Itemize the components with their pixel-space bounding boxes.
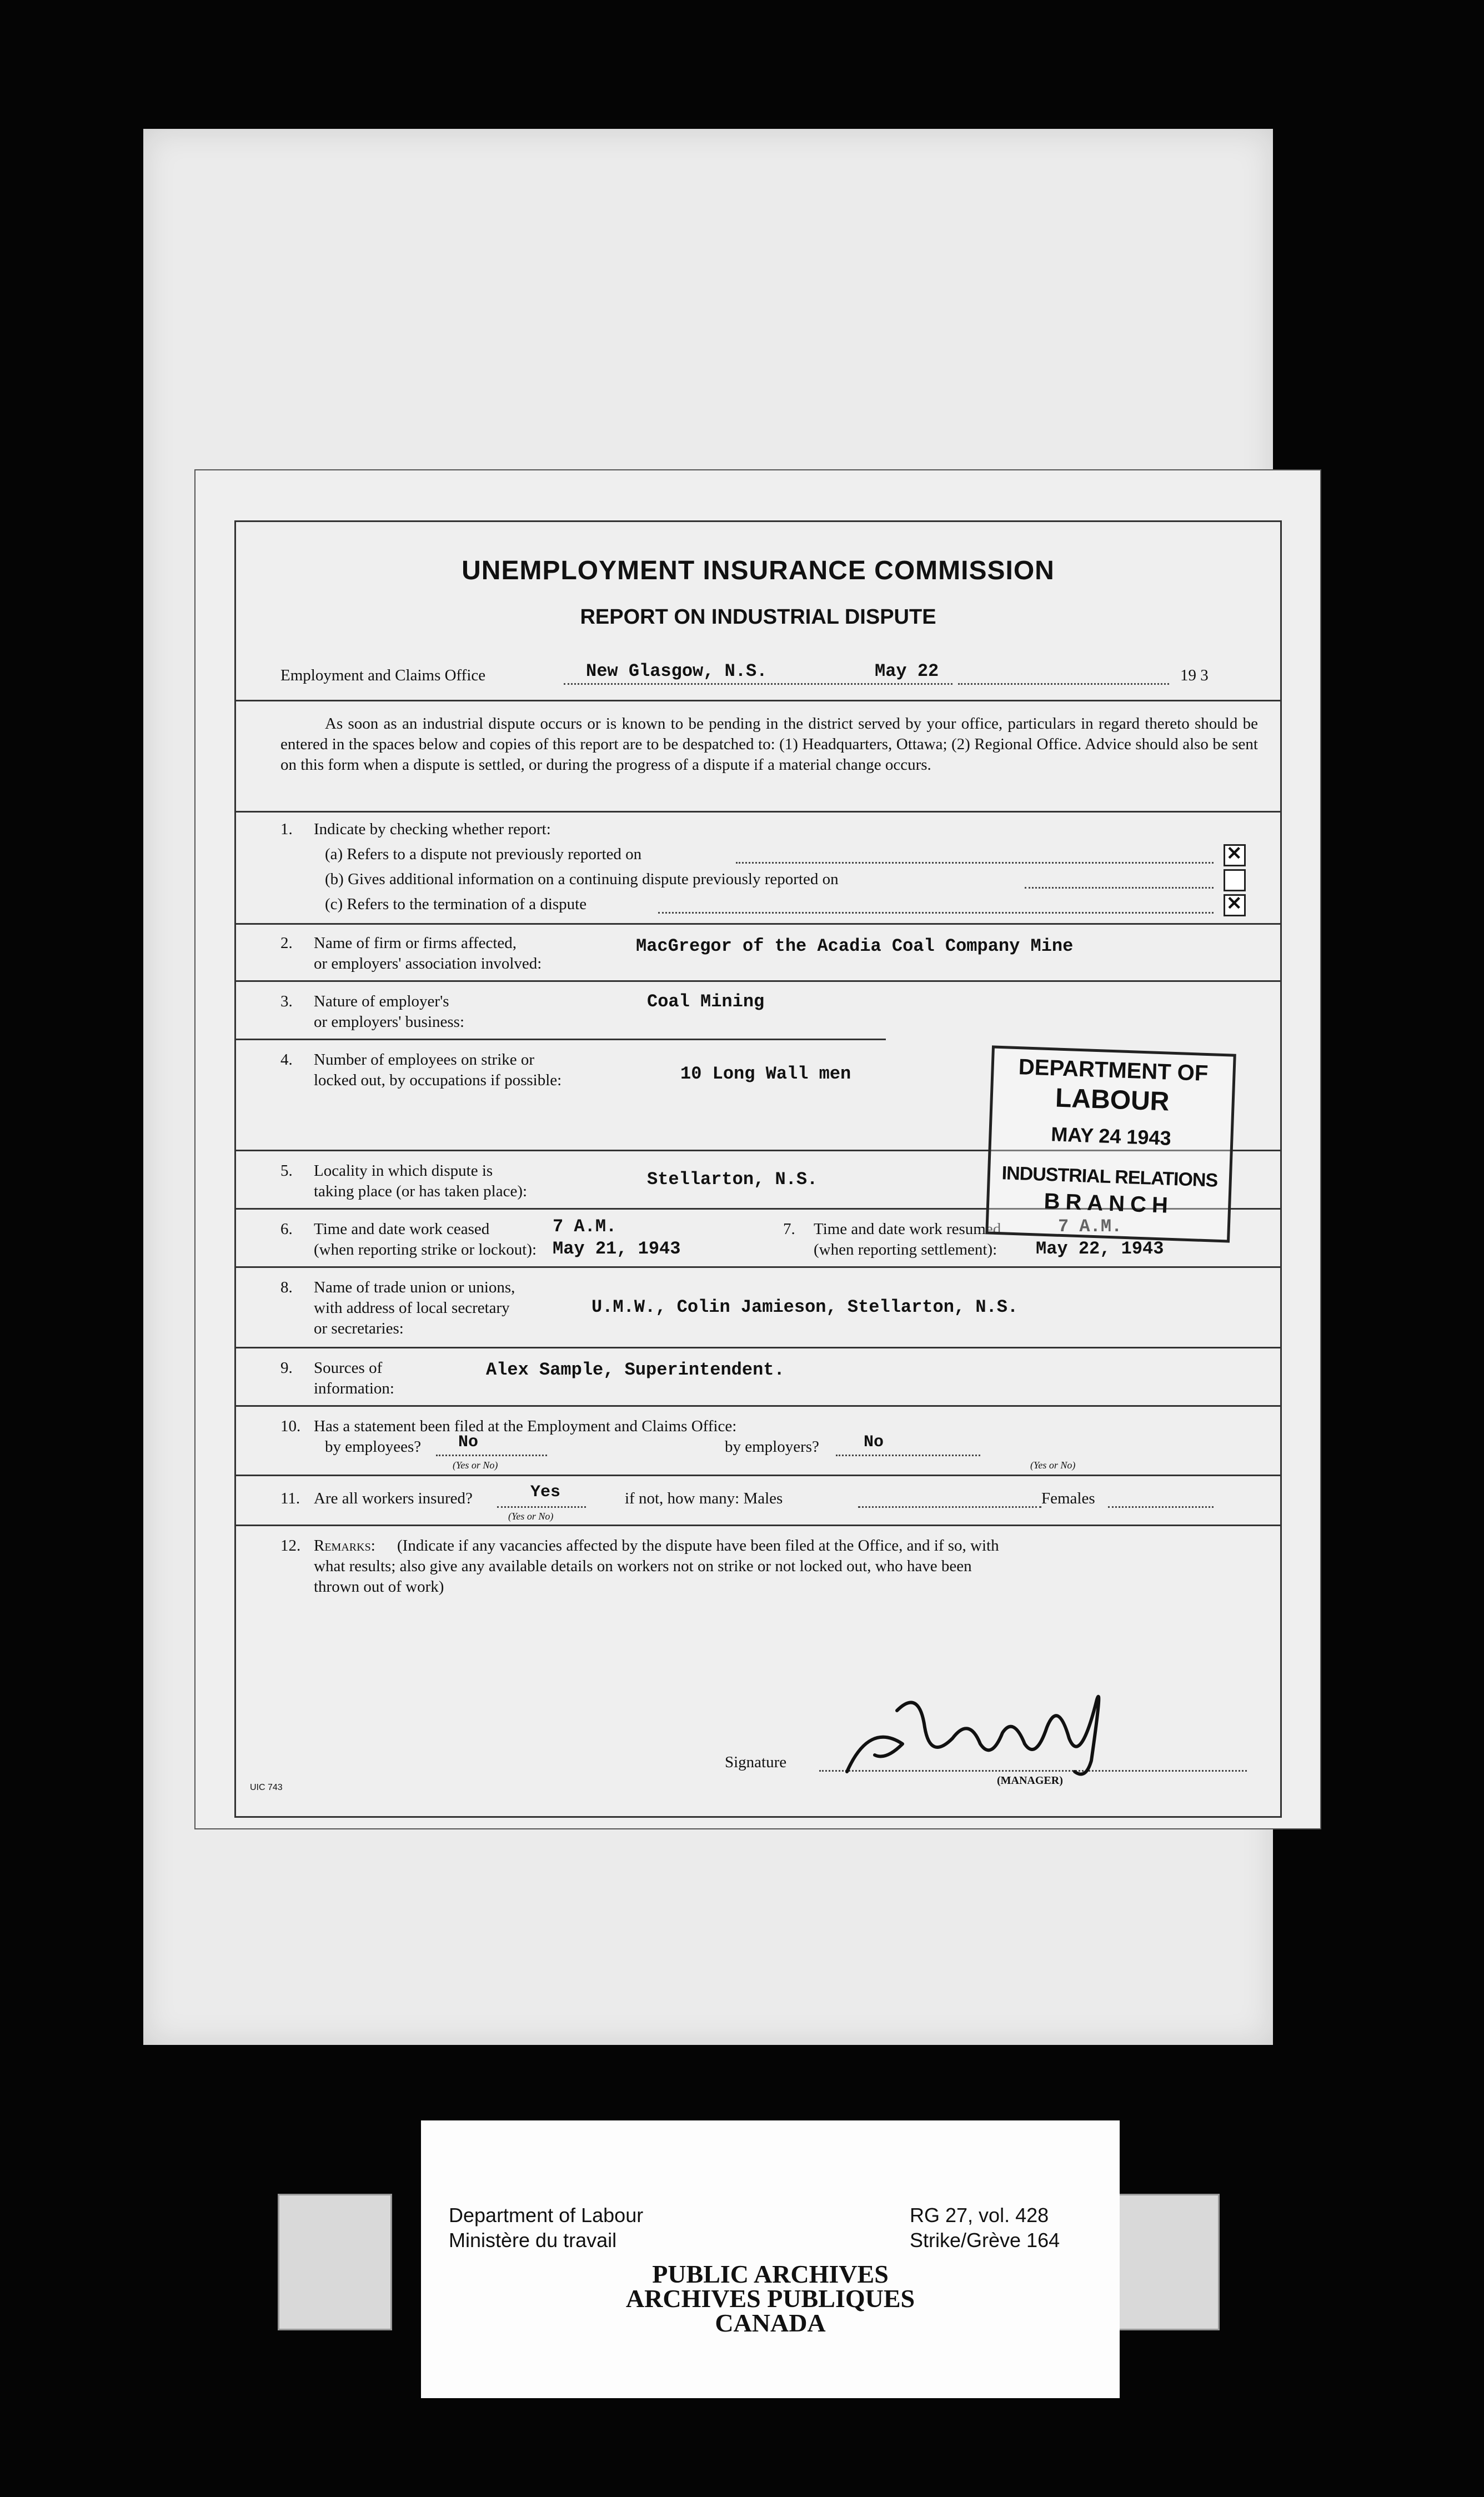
yes-no-hint: (Yes or No) bbox=[1030, 1460, 1076, 1471]
item11-males-label: if not, how many: Males bbox=[625, 1490, 783, 1507]
item10-by-employers: by employers? bbox=[725, 1438, 819, 1456]
item9-number: 9. bbox=[280, 1359, 293, 1377]
item10-by-employees: by employees? bbox=[325, 1438, 422, 1456]
item10-number: 10. bbox=[280, 1417, 301, 1435]
item11-number: 11. bbox=[280, 1490, 300, 1507]
item1-checkbox-b[interactable] bbox=[1224, 869, 1246, 891]
item12-line3: thrown out of work) bbox=[314, 1578, 444, 1596]
ceased-time-value: 7 A.M. bbox=[553, 1216, 617, 1237]
item10-label: Has a statement been filed at the Employment and Claims Office: bbox=[314, 1417, 737, 1435]
item3-label-line1: Nature of employer's bbox=[314, 992, 449, 1010]
instructions-text: As soon as an industrial dispute occurs or is known to be pending in the district served by your office, particulars in regard thereto should be entered in the spaces below and copies of this report are to be despatched to: (1) Headquarters, Ottawa; (2) Regional Office. Advice should also be sent on this form when a dispute is settled, or during the progress of a dispute if a material change occurs. bbox=[280, 715, 1258, 774]
item8-label-line2: with address of local secretary bbox=[314, 1299, 510, 1317]
option-dots bbox=[658, 912, 1214, 914]
form-code: UIC 743 bbox=[250, 1783, 283, 1792]
divider bbox=[236, 1405, 1280, 1407]
answer-dots bbox=[1108, 1506, 1214, 1508]
stamp-line2: LABOUR bbox=[1055, 1083, 1170, 1117]
office-year: 19 3 bbox=[1180, 666, 1209, 684]
item1-number: 1. bbox=[280, 820, 293, 838]
resumed-time-value: 7 A.M. bbox=[1058, 1216, 1122, 1237]
sources-value: Alex Sample, Superintendent. bbox=[486, 1360, 785, 1380]
yes-no-hint: (Yes or No) bbox=[453, 1460, 498, 1471]
item9-label-line2: information: bbox=[314, 1380, 394, 1397]
item8-number: 8. bbox=[280, 1278, 293, 1296]
item6-number: 6. bbox=[280, 1220, 293, 1238]
item4-label-line2: locked out, by occupations if possible: bbox=[314, 1071, 562, 1089]
yes-no-hint: (Yes or No) bbox=[508, 1511, 554, 1522]
archives-line3: CANADA bbox=[715, 2309, 826, 2337]
item7-label-line1: Time and date work resumed bbox=[814, 1220, 1001, 1238]
archive-ref2: Strike/Grève 164 bbox=[910, 2229, 1060, 2252]
answer-dots bbox=[436, 1455, 547, 1456]
business-value: Coal Mining bbox=[647, 991, 765, 1012]
item1-option-a: (a) Refers to a dispute not previously reported on bbox=[325, 845, 642, 863]
firm-name-value: MacGregor of the Acadia Coal Company Mine bbox=[636, 936, 1074, 956]
answer-dots bbox=[836, 1455, 980, 1456]
item2-label-line2: or employers' association involved: bbox=[314, 955, 542, 972]
item4-label-line1: Number of employees on strike or bbox=[314, 1051, 535, 1069]
archive-ref1: RG 27, vol. 428 bbox=[910, 2204, 1049, 2227]
item8-label-line3: or secretaries: bbox=[314, 1320, 404, 1337]
insured-value: Yes bbox=[530, 1483, 561, 1502]
option-dots bbox=[1025, 887, 1214, 889]
union-value: U.M.W., Colin Jamieson, Stellarton, N.S. bbox=[591, 1297, 1019, 1317]
item5-number: 5. bbox=[280, 1162, 293, 1180]
item7-label-line2: (when reporting settlement): bbox=[814, 1241, 997, 1258]
item9-label-line1: Sources of bbox=[314, 1359, 383, 1377]
ceased-date-value: May 21, 1943 bbox=[553, 1239, 681, 1259]
form-title: UNEMPLOYMENT INSURANCE COMMISSION bbox=[462, 556, 1055, 585]
item3-label-line2: or employers' business: bbox=[314, 1013, 465, 1031]
answer-dots bbox=[858, 1506, 1041, 1508]
archives-line1: PUBLIC ARCHIVES bbox=[652, 2260, 889, 2288]
employers-filed-value: No bbox=[864, 1433, 884, 1452]
item2-number: 2. bbox=[280, 934, 293, 952]
item12-line1: (Indicate if any vacancies affected by the dispute have been filed at the Office, and if so, with bbox=[397, 1537, 999, 1555]
item7-number: 7. bbox=[783, 1220, 795, 1238]
divider bbox=[236, 811, 1280, 813]
item1-label: Indicate by checking whether report: bbox=[314, 820, 551, 838]
handwritten-signature-icon bbox=[836, 1677, 1125, 1783]
stamp-line4: INDUSTRIAL RELATIONS bbox=[1001, 1162, 1218, 1191]
dept-en: Department of Labour bbox=[449, 2204, 644, 2227]
item11-label: Are all workers insured? bbox=[314, 1490, 473, 1507]
item5-label-line1: Locality in which dispute is bbox=[314, 1162, 493, 1180]
label-clip-right bbox=[1105, 2194, 1220, 2330]
option-dots bbox=[736, 862, 1214, 864]
item1-option-c: (c) Refers to the termination of a dispute bbox=[325, 895, 587, 913]
item1-option-b: (b) Gives additional information on a continuing dispute previously reported on bbox=[325, 870, 839, 888]
item12-line2: what results; also give any available details on workers not on strike or not locked out, who have been bbox=[314, 1557, 972, 1575]
form-subtitle: REPORT ON INDUSTRIAL DISPUTE bbox=[580, 605, 936, 629]
divider bbox=[236, 700, 1280, 701]
date-dots bbox=[958, 683, 1169, 685]
stamp-line5: BRANCH bbox=[1043, 1189, 1174, 1218]
stamp-line1: DEPARTMENT OF bbox=[1018, 1055, 1209, 1086]
archives-line2: ARCHIVES PUBLIQUES bbox=[625, 2284, 915, 2313]
divider bbox=[236, 1266, 1280, 1268]
divider bbox=[236, 980, 1280, 982]
label-clip-left bbox=[278, 2194, 392, 2330]
divider bbox=[236, 1525, 1280, 1526]
item2-label-line1: Name of firm or firms affected, bbox=[314, 934, 517, 952]
item6-label-line1: Time and date work ceased bbox=[314, 1220, 490, 1238]
item12-remarks-label: Remarks: bbox=[314, 1537, 375, 1555]
employees-value: 10 Long Wall men bbox=[680, 1064, 851, 1084]
office-label: Employment and Claims Office bbox=[280, 666, 486, 684]
item4-number: 4. bbox=[280, 1051, 293, 1069]
item12-number: 12. bbox=[280, 1537, 301, 1555]
archive-label-card bbox=[421, 2120, 1120, 2398]
resumed-date-value: May 22, 1943 bbox=[1036, 1239, 1164, 1259]
answer-dots bbox=[497, 1506, 586, 1508]
item3-number: 3. bbox=[280, 992, 293, 1010]
signature-label: Signature bbox=[725, 1753, 787, 1771]
office-date: May 22 bbox=[875, 661, 939, 681]
item6-label-line2: (when reporting strike or lockout): bbox=[314, 1241, 537, 1258]
item1-checkbox-c[interactable] bbox=[1224, 894, 1246, 916]
dept-fr: Ministère du travail bbox=[449, 2229, 617, 2252]
locality-value: Stellarton, N.S. bbox=[647, 1169, 818, 1190]
item5-label-line2: taking place (or has taken place): bbox=[314, 1182, 528, 1200]
divider bbox=[236, 923, 1280, 925]
divider bbox=[236, 1347, 1280, 1348]
item8-label-line1: Name of trade union or unions, bbox=[314, 1278, 515, 1296]
office-dots bbox=[564, 683, 952, 685]
signature-role: (MANAGER) bbox=[997, 1774, 1063, 1787]
stamp-date: MAY 24 1943 bbox=[1050, 1122, 1172, 1150]
office-value: New Glasgow, N.S. bbox=[586, 661, 768, 681]
divider bbox=[236, 1475, 1280, 1476]
department-stamp bbox=[985, 1045, 1236, 1242]
item11-females-label: Females bbox=[1041, 1490, 1095, 1507]
item1-checkbox-a[interactable] bbox=[1224, 844, 1246, 866]
divider bbox=[236, 1039, 886, 1040]
employees-filed-value: No bbox=[458, 1433, 479, 1452]
